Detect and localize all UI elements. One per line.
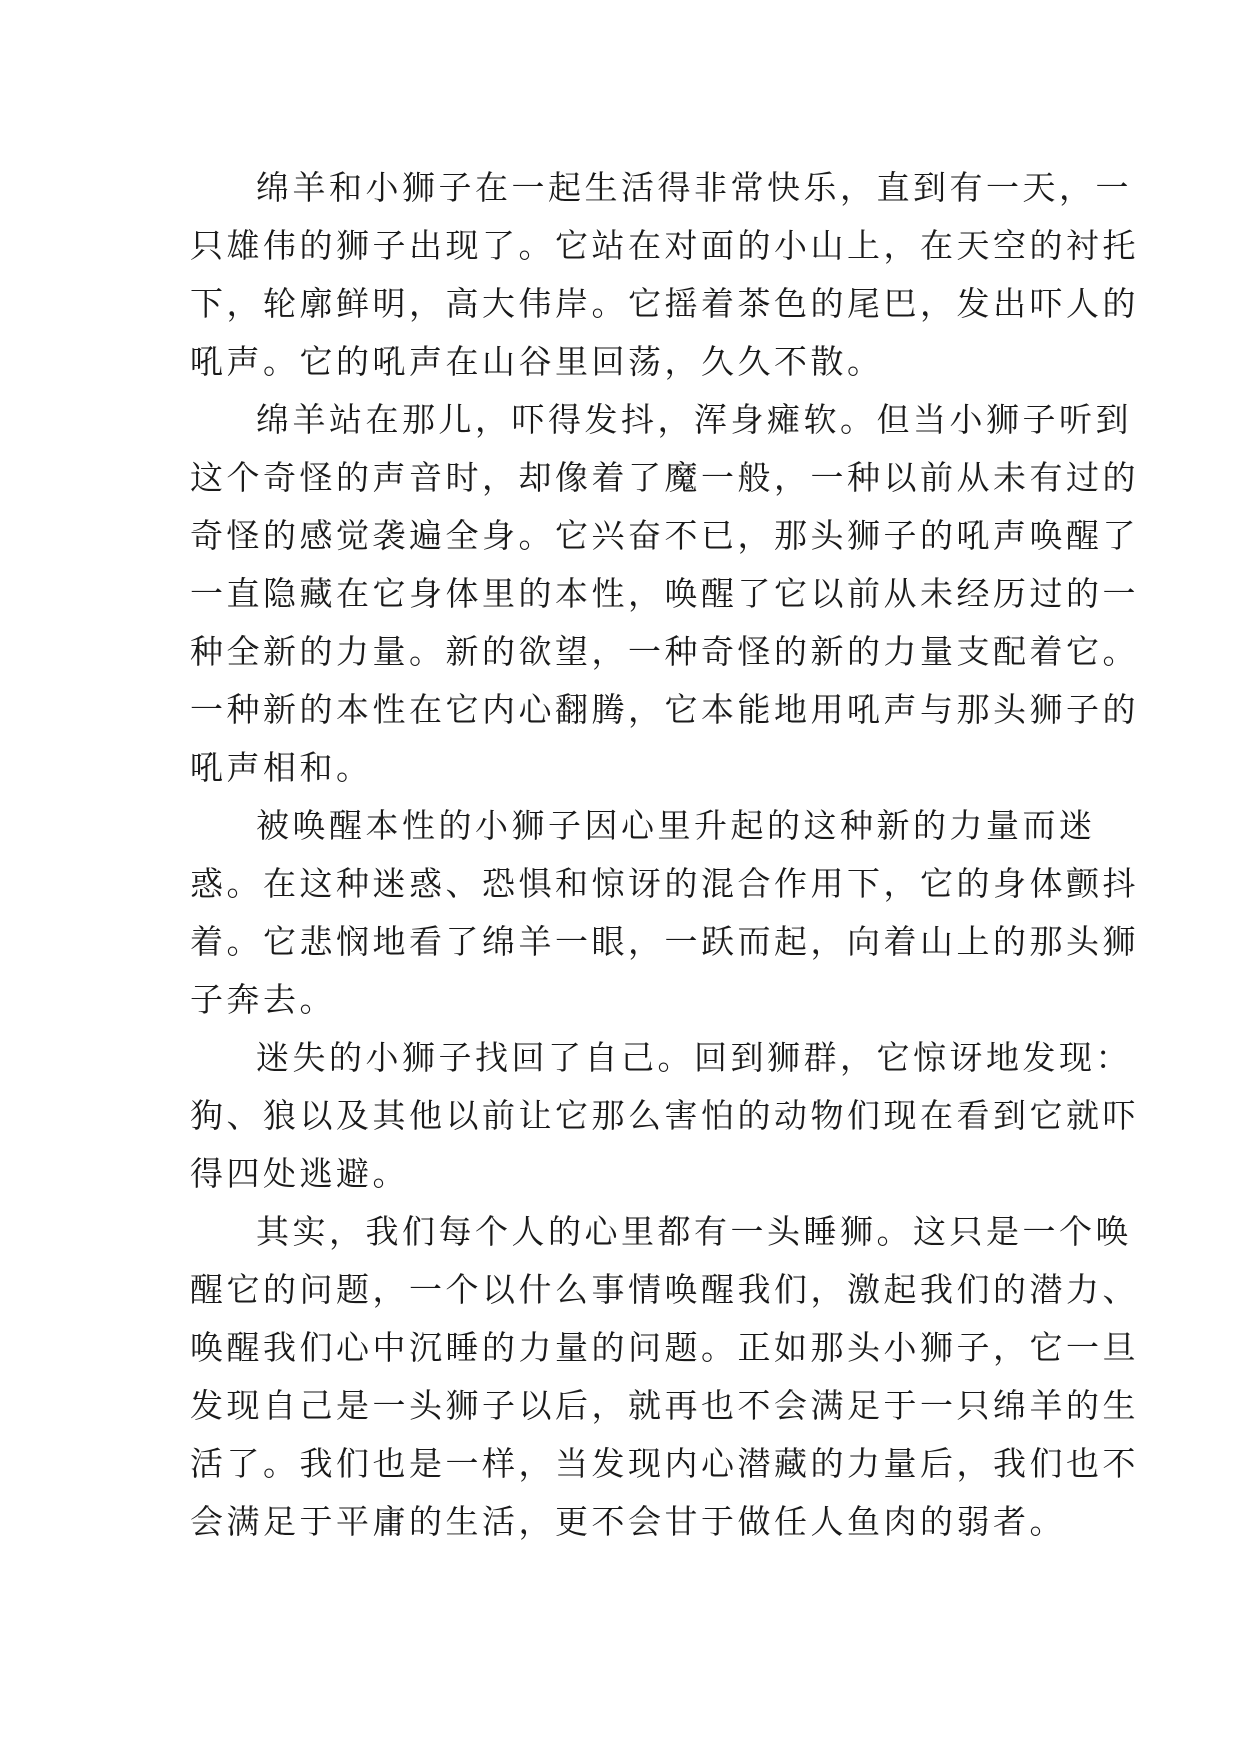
text-line: 这个奇怪的声音时，却像着了魔一般，一种以前从未有过的 (190, 458, 1139, 497)
text-line: 迷失的小狮子找回了自己。回到狮群，它惊讶地发现： (256, 1038, 1132, 1077)
text-line: 狗、狼以及其他以前让它那么害怕的动物们现在看到它就吓 (190, 1096, 1139, 1135)
text-line: 得四处逃避。 (190, 1154, 409, 1193)
text-line: 醒它的问题，一个以什么事情唤醒我们，激起我们的潜力、 (190, 1270, 1139, 1309)
text-line: 一直隐藏在它身体里的本性，唤醒了它以前从未经历过的一 (190, 574, 1139, 613)
text-line: 一种新的本性在它内心翻腾，它本能地用吼声与那头狮子的 (190, 690, 1139, 729)
text-line: 其实，我们每个人的心里都有一头睡狮。这只是一个唤 (256, 1212, 1132, 1251)
text-line: 奇怪的感觉袭遍全身。它兴奋不已，那头狮子的吼声唤醒了 (190, 516, 1139, 555)
text-line: 惑。在这种迷惑、恐惧和惊讶的混合作用下，它的身体颤抖 (190, 864, 1139, 903)
text-line: 吼声相和。 (190, 748, 373, 787)
text-line: 会满足于平庸的生活，更不会甘于做任人鱼肉的弱者。 (190, 1502, 1066, 1541)
text-line: 被唤醒本性的小狮子因心里升起的这种新的力量而迷 (256, 806, 1096, 845)
text-line: 活了。我们也是一样，当发现内心潜藏的力量后，我们也不 (190, 1444, 1139, 1483)
text-line: 唤醒我们心中沉睡的力量的问题。正如那头小狮子，它一旦 (190, 1328, 1139, 1367)
text-line: 子奔去。 (190, 980, 336, 1019)
text-line: 发现自己是一头狮子以后，就再也不会满足于一只绵羊的生 (190, 1386, 1139, 1425)
text-line: 绵羊和小狮子在一起生活得非常快乐，直到有一天，一 (256, 168, 1132, 207)
text-line: 绵羊站在那儿，吓得发抖，浑身瘫软。但当小狮子听到 (256, 400, 1132, 439)
text-line: 吼声。它的吼声在山谷里回荡，久久不散。 (190, 342, 884, 381)
text-line: 着。它悲悯地看了绵羊一眼，一跃而起，向着山上的那头狮 (190, 922, 1139, 961)
text-line: 下，轮廓鲜明，高大伟岸。它摇着茶色的尾巴，发出吓人的 (190, 284, 1139, 323)
text-line: 只雄伟的狮子出现了。它站在对面的小山上，在天空的衬托 (190, 226, 1139, 265)
text-line: 种全新的力量。新的欲望，一种奇怪的新的力量支配着它。 (190, 632, 1139, 671)
